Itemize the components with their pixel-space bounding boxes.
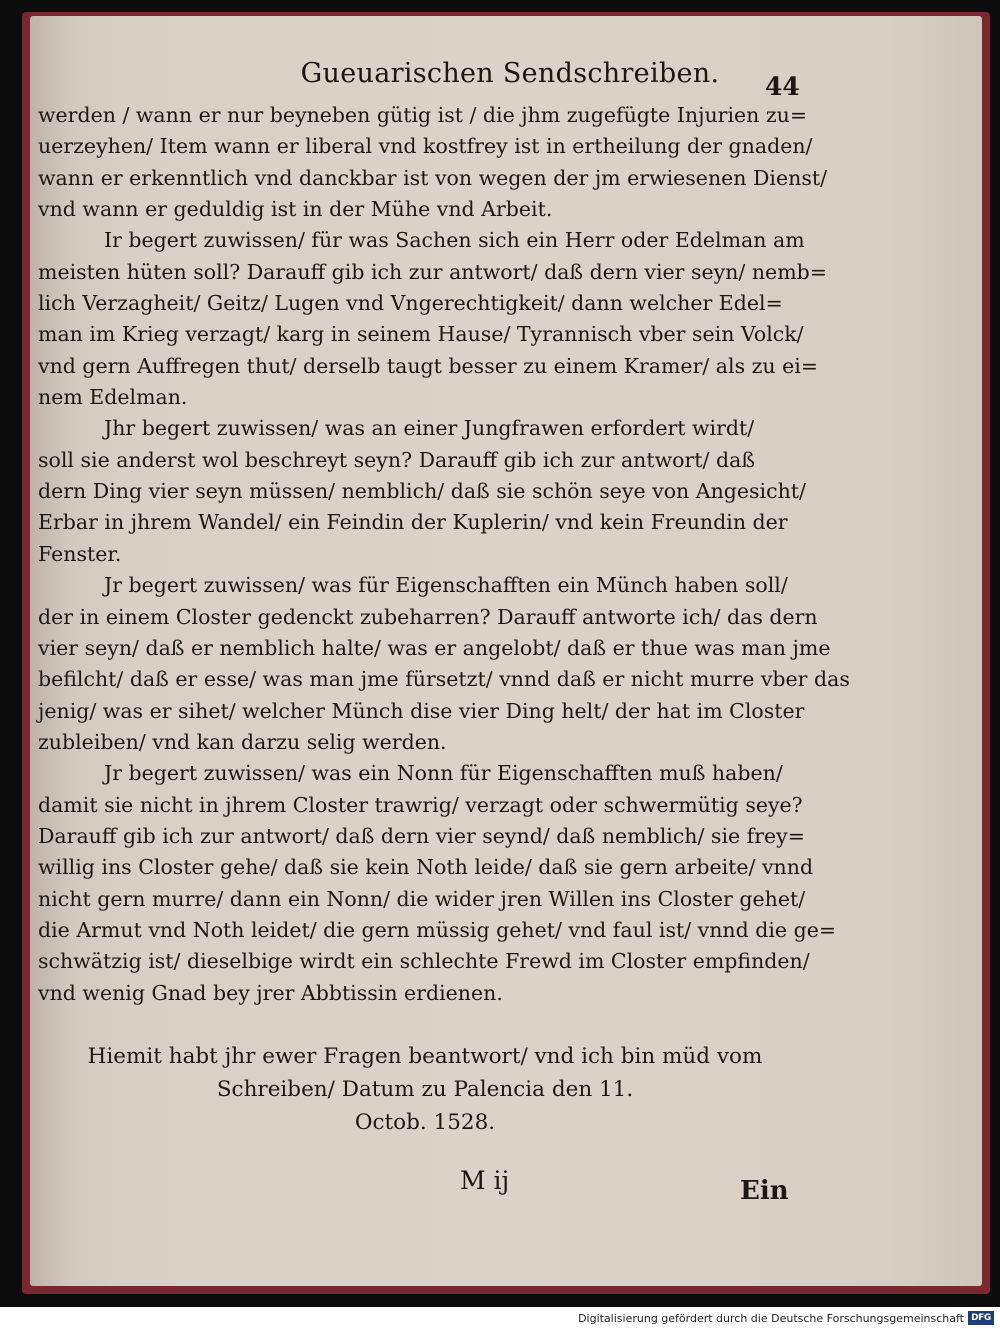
text-line: schwätzig ist/ dieselbige wirdt ein schlechte Frewd im Closter empfinden/ [38, 949, 810, 974]
closing-block [80, 1040, 770, 1139]
text-line: befilcht/ daß er esse/ was man jme fürsetzt/ vnnd daß er nicht murre vber das [38, 667, 850, 692]
text-line: wann er erkenntlich vnd danckbar ist von wegen der jm erwiesenen Dienst/ [38, 165, 827, 190]
text-line: nicht gern murre/ dann ein Nonn/ die wider jren Willen ins Closter gehet/ [38, 886, 806, 911]
closing-line: Schreiben/ Datum zu Palencia den 11. [216, 1077, 634, 1102]
text-line: vnd wann er geduldig ist in der Mühe vnd Arbeit. [38, 197, 553, 222]
folio-number: 44 [765, 72, 800, 101]
closing-line: Octob. 1528. [354, 1110, 496, 1135]
text-line: Jr begert zuwissen/ was ein Nonn für Eigenschafften muß haben/ [104, 761, 783, 786]
text-line: die Armut vnd Noth leidet/ die gern müssig gehet/ vnd faul ist/ vnnd die ge= [38, 917, 837, 942]
text-line: dern Ding vier seyn müssen/ nemblich/ daß sie schön seye von Angesicht/ [38, 479, 806, 504]
text-line: zubleiben/ vnd kan darzu selig werden. [38, 729, 447, 754]
text-line: man im Krieg verzagt/ karg in seinem Hause/ Tyrannisch vber sein Volck/ [38, 322, 804, 347]
text-line: jenig/ was er sihet/ welcher Münch dise vier Ding helt/ der hat im Closter [38, 698, 805, 723]
book-page [30, 16, 982, 1286]
text-line: lich Verzagheit/ Geitz/ Lugen vnd Vngerechtigkeit/ dann welcher Edel= [38, 291, 783, 316]
text-line: vnd wenig Gnad bey jrer Abbtissin erdienen. [38, 980, 503, 1005]
text-line: soll sie anderst wol beschreyt seyn? Darauff gib ich zur antwort/ daß [38, 447, 756, 472]
text-line: meisten hüten soll? Darauff gib ich zur antwort/ daß dern vier seyn/ nemb= [38, 259, 827, 284]
text-line: werden / wann er nur beyneben gütig ist / die jhm zugefügte Injurien zu= [38, 103, 808, 127]
text-line: Darauff gib ich zur antwort/ daß dern vier seynd/ daß nemblich/ sie frey= [38, 823, 805, 848]
catchword: Ein [740, 1176, 789, 1206]
text-line: Jr begert zuwissen/ was für Eigenschafften ein Münch haben soll/ [104, 573, 788, 598]
closing-line: Hiemit habt jhr ewer Fragen beantwort/ vnd ich bin müd vom [87, 1044, 763, 1069]
page-leaf [22, 12, 990, 1294]
dfg-logo: DFG [968, 1311, 994, 1325]
text-line: vier seyn/ daß er nemblich halte/ was er angelobt/ daß er thue was man jme [38, 635, 831, 660]
body-text [38, 100, 850, 1009]
text-line: nem Edelman. [38, 385, 188, 410]
text-line: Fenster. [38, 541, 122, 566]
text-line: uerzeyhen/ Item wann er liberal vnd kostfrey ist in ertheilung der gnaden/ [38, 134, 813, 159]
funding-credit: Digitalisierung gefördert durch die Deutsche Forschungsgemeinschaft [578, 1312, 964, 1325]
text-line: willig ins Closter gehe/ daß sie kein Noth leide/ daß sie gern arbeite/ vnnd [38, 855, 814, 880]
text-line: damit sie nicht in jhrem Closter trawrig/ verzagt oder schwermütig seye? [38, 792, 803, 817]
text-line: Jhr begert zuwissen/ was an einer Jungfrawen erfordert wirdt/ [104, 416, 755, 441]
signature-mark: M ij [460, 1166, 510, 1195]
text-line: Erbar in jhrem Wandel/ ein Feindin der Kuplerin/ vnd kein Freundin der [38, 510, 788, 535]
text-line: Ir begert zuwissen/ für was Sachen sich ein Herr oder Edelman am [104, 228, 805, 253]
text-line: vnd gern Auffregen thut/ derselb taugt besser zu einem Kramer/ als zu ei= [38, 353, 818, 378]
text-line: der in einem Closter gedenckt zubeharren? Darauff antworte ich/ das dern [38, 604, 818, 629]
running-head: Gueuarischen Sendschreiben. [300, 58, 720, 89]
